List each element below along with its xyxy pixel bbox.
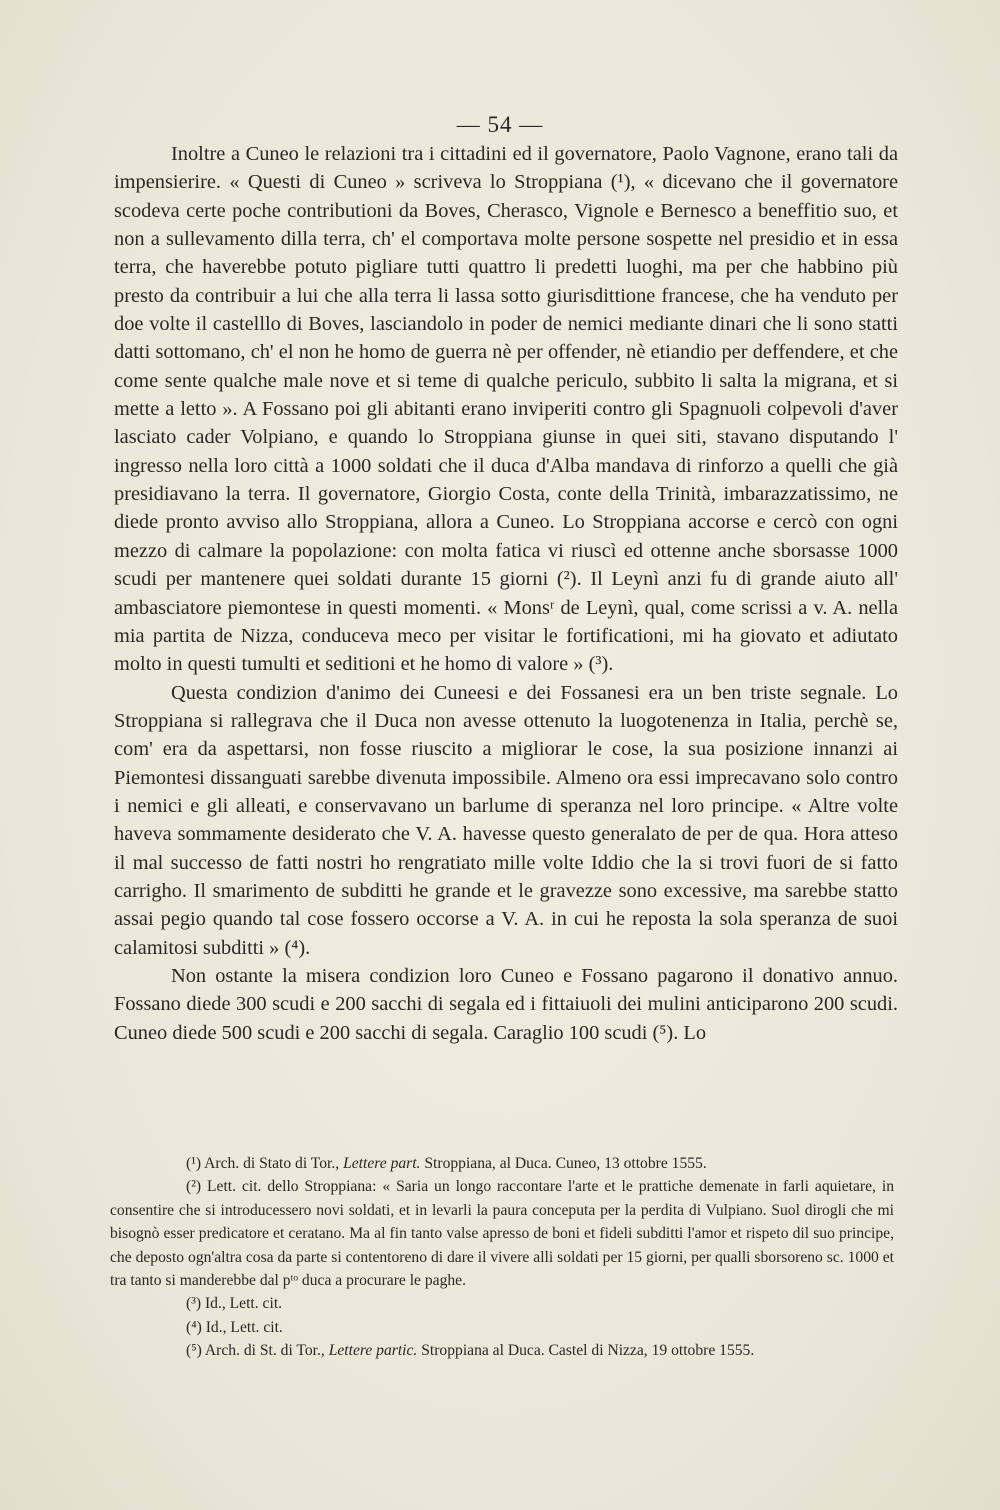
footnote — [110, 1292, 894, 1315]
footnote-text: Arch. di Stato di Tor., — [204, 1155, 344, 1172]
footnote-marker: (⁴) — [186, 1318, 202, 1336]
paragraph: Non ostante la misera condizion loro Cuneo e Fossano pagarono il donativo annuo. Fossano diede 300 scudi e 200 sacchi di segala ed i fittaiuoli dei mulini anticiparono 200 scudi. Cuneo diede 500 scudi e 200 sacchi di segala. Caraglio 100 scudi (⁵). Lo — [114, 964, 898, 1044]
footnote-marker: (³) — [186, 1295, 202, 1313]
main-text — [114, 140, 898, 1047]
page-number: — 54 — — [456, 112, 544, 137]
footnote-text: Id., Lett. cit. — [204, 1295, 283, 1313]
footnote-marker: (⁵) — [186, 1342, 202, 1360]
footnote — [110, 1316, 894, 1339]
paragraph: Inoltre a Cuneo le relazioni tra i cittadini ed il governatore, Paolo Vagnone, erano tali da impensierire. « Questi di Cuneo » scriveva lo Stroppiana (¹), « dicevano che il governatore scodeva certe poche contributioni da Boves, Cherasco, Vignole e Bernesco a beneffitio suo, et non a sullevamento dilla terra, ch' el comportava molte persone sospette nel presidio et in essa terra, che haverebbe potuto pigliare tutti quattro li predetti luoghi, ma per che habbino più presto da contribuir a lui che alla terra li lassa sotto giurisdittione francese, che ha venduto per doe volte il castelllo di Boves, lasciandolo in poder de nemici mediante dinari che li sono statti datti sottomano, ch' el non he homo de guerra nè per offender, nè etiandio per deffendere, et che come sente qualche male nove et si teme di qualche periculo, subbito li salta la migrana, et si mette a letto ». A Fossano poi gli abitanti erano inviperiti contro gli Spagnuoli colpevoli d'aver lasciato cader Volpiano, e quando lo Stroppiana giunse in quei siti, stavano disputando l' ingresso nella loro città a 1000 soldati che il duca d'Alba mandava di rinforzo a quelli che già presidiavano la terra. Il governatore, Giorgio Costa, conte della Trinità, imbarazzatissimo, ne diede pronto avviso allo Stroppiana, allora a Cuneo. Lo Stroppiana accorse e cercò con ogni mezzo di calmare la popolazione: con molta fatica vi riuscì ed ottenne anche sborsasse 1000 scudi per mantenere quei soldati durante 15 giorni (²). Il Leynì anzi fu di grande aiuto all' ambasciatore piemontese in questi momenti. « Monsʳ de Leynì, qual, come scrissi a v. A. nella mia partita de Nizza, conduceva meco per visitar le fortificationi, mi ha giovato et adiutato molto in questi tumulti et seditioni et he homo di valore » (³). — [114, 143, 898, 676]
footnote-text: Id., Lett. cit. — [205, 1318, 283, 1336]
footnote-marker: (²) — [186, 1178, 202, 1196]
footnote — [110, 1339, 894, 1362]
footnote-marker: (¹) — [186, 1155, 202, 1172]
footnote — [110, 1152, 894, 1175]
footnote — [110, 1175, 894, 1292]
footnote-text: Stroppiana al Duca. Castel di Nizza, 19 ottobre 1555. — [417, 1342, 755, 1360]
footnote-text: Lett. cit. dello Stroppiana: « Saria un longo raccontare l'arte et le prattiche demenate in farli aquietare, in consentire che si introducessero novi soldati, et in levarli la paura conceputa per la perdita di Vulpiano. Suol dirogli che mi bisognò esser predicatore et ceratano. Ma al fin tanto valse apresso de boni et fideli subditti l'amor et rispeto dil suo principe, che deposto ogn'altra cosa da parte si contentoreno di dare il vivere alli soldati per 15 giorni, per qualli sborsoreno sc. 1000 et tra tanto si manderebbe dal pᵗᵒ duca a procurare le paghe. — [110, 1178, 895, 1290]
footnotes — [110, 1152, 894, 1363]
footnote-text: Stroppiana, al Duca. Cuneo, 13 ottobre 1555. — [420, 1155, 707, 1172]
paragraph: Questa condizion d'animo dei Cuneesi e dei Fossanesi era un ben triste segnale. Lo Stroppiana si rallegrava che il Duca non avesse ottenuto la luogotenenza in Italia, perchè se, com' era da aspettarsi, non fosse riuscito a migliorar le cose, la sua posizione innanzi ai Piemontesi dissanguati sarebbe divenuta impossibile. Almeno ora essi imprecavano solo contro i nemici e gli alleati, e conservavano un barlume di speranza nel loro principe. « Altre volte haveva sommamente desiderato che V. A. havesse questo generalato de per de qua. Hora atteso il mal successo de fatti nostri ho rengratiato mille volte Iddio che la si trovi fuori de si fatto carrigho. Il smarimento de subditti he grande et le gravezze sono excessive, ma sarebbe statto assai pegio quando tal cose fossero occorse a V. A. in cui he reposta la sola speranza de suoi calamitosi subditti » (⁴). — [114, 681, 898, 959]
footnote-text: Arch. di St. di Tor., — [204, 1342, 329, 1360]
footnote-title: Lettere partic. — [328, 1342, 418, 1360]
footnote-title: Lettere part. — [343, 1155, 421, 1172]
